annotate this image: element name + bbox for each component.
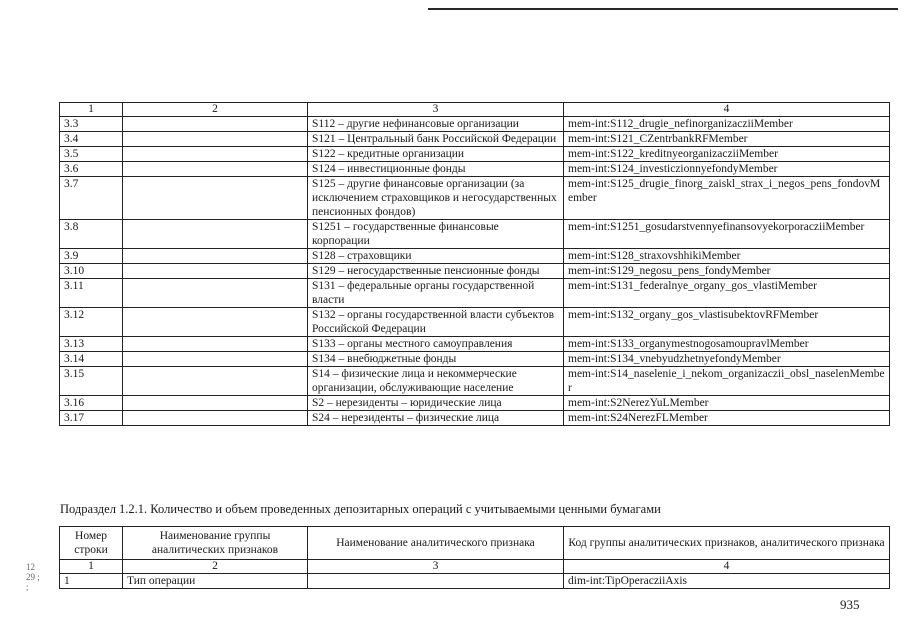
row-number: 1 — [60, 574, 123, 589]
code: mem-int:S132_organy_gos_vlastisubektovRFMember — [564, 308, 890, 337]
feature-name: S132 – органы государственной власти субъектов Российской Федерации — [308, 308, 564, 337]
feature-name: S2 – нерезиденты – юридические лица — [308, 396, 564, 411]
table-row — [60, 352, 890, 367]
subsection-caption: Подраздел 1.2.1. Количество и объем проведенных депозитарных операций с учитываемыми ценными бумагами — [60, 502, 661, 516]
table-row — [60, 162, 890, 177]
row-number: 3.4 — [60, 132, 123, 147]
column-numbering-row — [60, 560, 890, 574]
header-feature-name: Наименование аналитического признака — [308, 527, 564, 560]
row-number: 3.12 — [60, 308, 123, 337]
table-row — [60, 177, 890, 220]
page-number: 935 — [840, 597, 860, 612]
code: dim-int:TipOperacziiAxis — [564, 574, 890, 589]
top-rule — [428, 8, 898, 10]
row-number: 3.7 — [60, 177, 123, 220]
row-number: 3.6 — [60, 162, 123, 177]
column-number: 4 — [564, 560, 890, 574]
row-number: 3.11 — [60, 279, 123, 308]
feature-name: S121 – Центральный банк Российской Федерации — [308, 132, 564, 147]
column-number: 2 — [123, 560, 308, 574]
row-number: 3.17 — [60, 411, 123, 426]
feature-name: S129 – негосударственные пенсионные фонды — [308, 264, 564, 279]
group-name — [123, 117, 308, 132]
table-row — [60, 132, 890, 147]
code: mem-int:S14_naselenie_i_nekom_organizaczii_obsl_naselenMember — [564, 367, 890, 396]
column-number: 3 — [308, 560, 564, 574]
group-name — [123, 220, 308, 249]
table-row — [60, 147, 890, 162]
header-cell: 3 — [308, 103, 564, 117]
table-row — [60, 249, 890, 264]
row-number: 3.3 — [60, 117, 123, 132]
group-name — [123, 352, 308, 367]
feature-name: S1251 – государственные финансовые корпорации — [308, 220, 564, 249]
feature-name: S133 – органы местного самоуправления — [308, 337, 564, 352]
group-name — [123, 162, 308, 177]
code: mem-int:S131_federalnye_organy_gos_vlastiMember — [564, 279, 890, 308]
analytic-members-table — [59, 102, 890, 426]
row-number: 3.10 — [60, 264, 123, 279]
feature-name: S112 – другие нефинансовые организации — [308, 117, 564, 132]
table-body — [60, 117, 890, 426]
operations-table — [59, 526, 890, 589]
table-row — [60, 308, 890, 337]
feature-name: S124 – инвестиционные фонды — [308, 162, 564, 177]
group-name — [123, 264, 308, 279]
feature-name: S128 – страховщики — [308, 249, 564, 264]
group-name: Тип операции — [123, 574, 308, 589]
code: mem-int:S124_investiczionnyefondyMember — [564, 162, 890, 177]
group-name — [123, 337, 308, 352]
table-row — [60, 337, 890, 352]
row-number: 3.14 — [60, 352, 123, 367]
code: mem-int:S134_vnebyudzhetnyefondyMember — [564, 352, 890, 367]
group-name — [123, 132, 308, 147]
table-row — [60, 367, 890, 396]
table-row — [60, 411, 890, 426]
feature-name: S134 – внебюджетные фонды — [308, 352, 564, 367]
code: mem-int:S129_negosu_pens_fondyMember — [564, 264, 890, 279]
feature-name: S14 – физические лица и некоммерческие организации, обслуживающие население — [308, 367, 564, 396]
group-name — [123, 308, 308, 337]
group-name — [123, 147, 308, 162]
group-name — [123, 279, 308, 308]
row-number: 3.8 — [60, 220, 123, 249]
table-row — [60, 279, 890, 308]
table-row — [60, 396, 890, 411]
margin-marks: 12 29 ; ; — [26, 562, 40, 592]
row-number: 3.16 — [60, 396, 123, 411]
row-number: 3.15 — [60, 367, 123, 396]
code: mem-int:S112_drugie_nefinorganizacziiMember — [564, 117, 890, 132]
group-name — [123, 367, 308, 396]
table-row — [60, 220, 890, 249]
feature-name: S24 – нерезиденты – физические лица — [308, 411, 564, 426]
feature-name — [308, 574, 564, 589]
header-cell: 2 — [123, 103, 308, 117]
table-row — [60, 574, 890, 589]
table-header-row — [60, 103, 890, 117]
table-row — [60, 264, 890, 279]
group-name — [123, 177, 308, 220]
column-number: 1 — [60, 560, 123, 574]
group-name — [123, 396, 308, 411]
feature-name: S131 – федеральные органы государственной власти — [308, 279, 564, 308]
code: mem-int:S24NerezFLMember — [564, 411, 890, 426]
feature-name: S125 – другие финансовые организации (за исключением страховщиков и негосударственных пенсионных фондов) — [308, 177, 564, 220]
code: mem-int:S121_CZentrbankRFMember — [564, 132, 890, 147]
code: mem-int:S122_kreditnyeorganizacziiMember — [564, 147, 890, 162]
group-name — [123, 411, 308, 426]
header-cell: 1 — [60, 103, 123, 117]
code: mem-int:S128_straxovshhikiMember — [564, 249, 890, 264]
code: mem-int:S2NerezYuLMember — [564, 396, 890, 411]
header-cell: 4 — [564, 103, 890, 117]
code: mem-int:S133_organymestnogosamoupravlMember — [564, 337, 890, 352]
header-group-name: Наименование группы аналитических признаков — [123, 527, 308, 560]
table-row — [60, 117, 890, 132]
feature-name: S122 – кредитные организации — [308, 147, 564, 162]
group-name — [123, 249, 308, 264]
code: mem-int:S1251_gosudarstvennyefinansovyekorporacziiMember — [564, 220, 890, 249]
header-row-number: Номер строки — [60, 527, 123, 560]
header-code: Код группы аналитических признаков, аналитического признака — [564, 527, 890, 560]
row-number: 3.9 — [60, 249, 123, 264]
table-header-row — [60, 527, 890, 560]
row-number: 3.5 — [60, 147, 123, 162]
row-number: 3.13 — [60, 337, 123, 352]
code: mem-int:S125_drugie_finorg_zaiskl_strax_i_negos_pens_fondovMember — [564, 177, 890, 220]
